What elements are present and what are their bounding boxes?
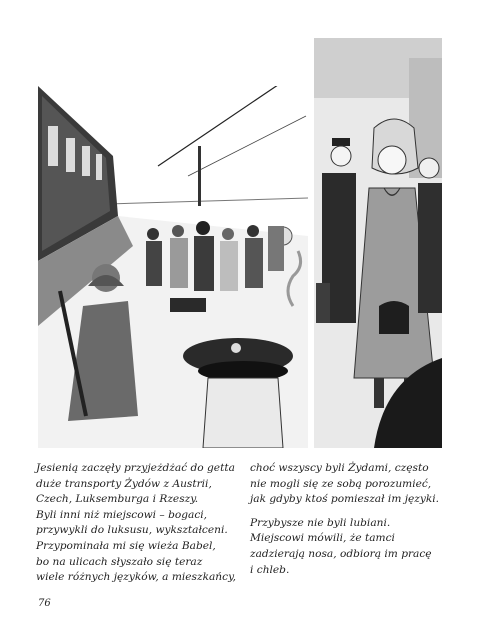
- text-line: Przypominała mi się wieża Babel,: [36, 539, 216, 552]
- illustration-panel-platform: [38, 86, 308, 448]
- text-line: Czech, Luksemburga i Rzeszy.: [36, 493, 199, 506]
- text-column-left: [36, 461, 246, 586]
- text-line: choć wszyscy byli Żydami, często: [250, 462, 429, 474]
- text-line: i chleb.: [250, 563, 290, 576]
- text-line: jak gdyby ktoś pomieszał im języki.: [250, 493, 440, 506]
- text-line: Przybysze nie byli lubiani.: [250, 516, 391, 529]
- text-line: nie mogli się ze sobą porozumieć,: [250, 477, 432, 490]
- text-column-right: [250, 461, 450, 578]
- text-line: Byli inni niż miejscowi – bogaci,: [36, 508, 208, 521]
- platform-illustration: [38, 86, 308, 448]
- text-line: zadzierają nosa, odbiorą im pracę: [250, 547, 432, 560]
- text-line: Miejscowi mówili, że tamci: [250, 532, 395, 545]
- text-line: przywykli do luksusu, wykształceni.: [36, 524, 228, 537]
- page-number: 76: [38, 598, 51, 609]
- illustration-panel-woman: [314, 38, 442, 448]
- text-line: wiele różnych języków, a mieszkańcy,: [36, 571, 237, 584]
- woman-illustration: [314, 38, 442, 448]
- text-line: Jesienią zaczęły przyjeżdżać do getta: [36, 462, 235, 474]
- paragraph-spacer: [250, 508, 450, 516]
- text-line: bo na ulicach słyszało się teraz: [36, 555, 203, 568]
- text-line: duże transporty Żydów z Austrii,: [36, 477, 212, 490]
